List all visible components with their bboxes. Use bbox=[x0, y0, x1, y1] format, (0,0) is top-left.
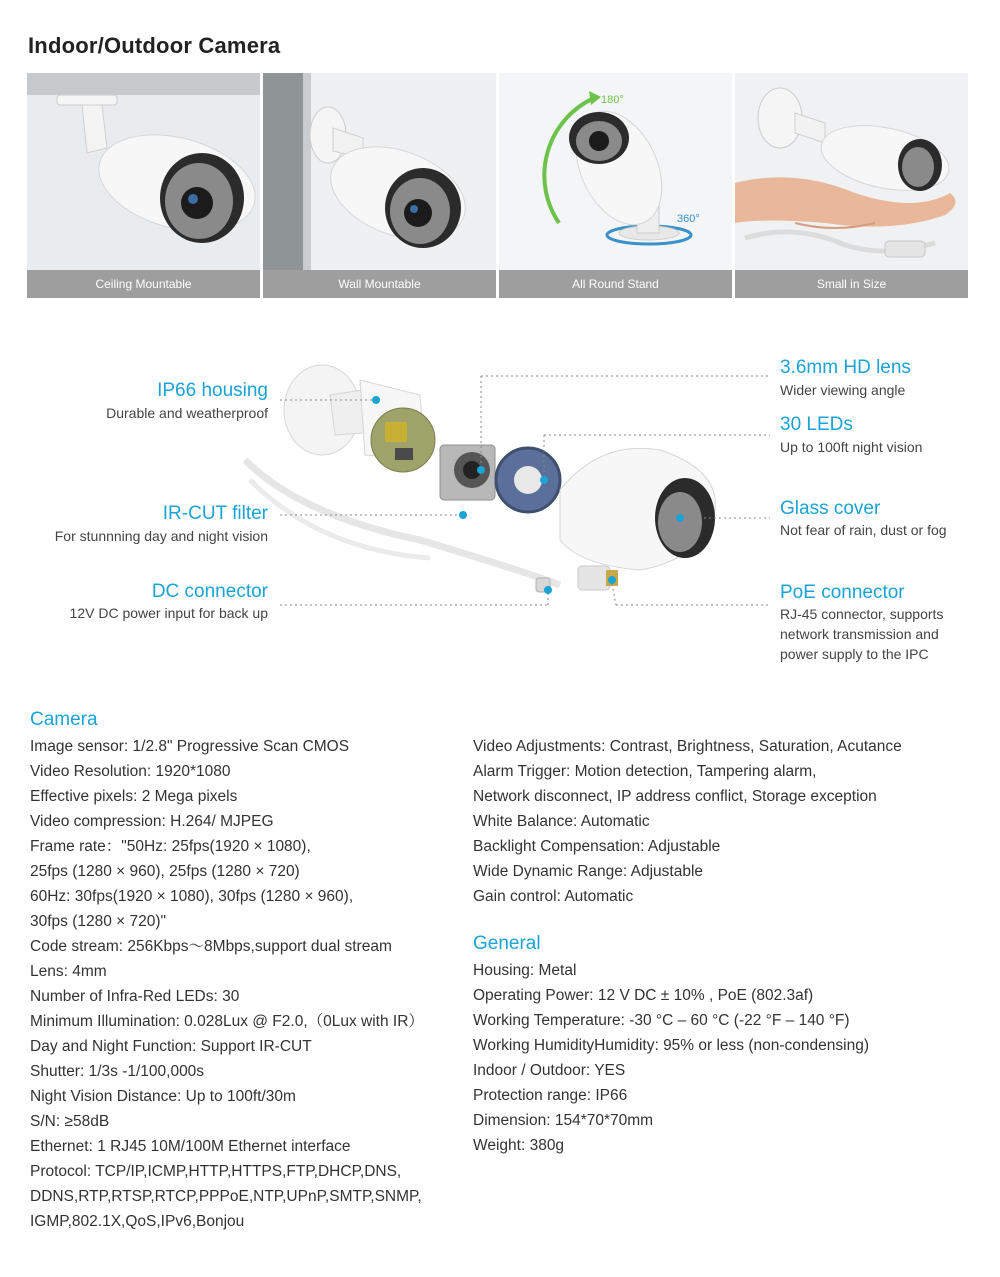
spec-line: Video Adjustments: Contrast, Brightness, Saturation, Acutance bbox=[473, 738, 902, 755]
tile-caption: Small in Size bbox=[735, 270, 968, 298]
spec-line: DDNS,RTP,RTSP,RTCP,PPPoE,NTP,UPnP,SMTP,SNMP, bbox=[30, 1188, 422, 1205]
exploded-view-diagram bbox=[0, 340, 1000, 680]
callout-lens-title: 3.6mm HD lens bbox=[780, 357, 911, 378]
spec-line: Night Vision Distance: Up to 100ft/30m bbox=[30, 1088, 296, 1105]
rotation-label-180: 180° bbox=[601, 94, 624, 106]
spec-line: 60Hz: 30fps(1920 × 1080), 30fps (1280 × 960), bbox=[30, 888, 354, 905]
video-spec-list bbox=[473, 734, 902, 909]
spec-line: Day and Night Function: Support IR-CUT bbox=[30, 1038, 312, 1055]
general-spec-list bbox=[473, 958, 869, 1158]
spec-line: Indoor / Outdoor: YES bbox=[473, 1062, 626, 1079]
wall-camera-image bbox=[263, 73, 496, 270]
callout-ip66-title: IP66 housing bbox=[157, 380, 268, 401]
spec-line: Code stream: 256Kbps～8Mbps,support dual stream bbox=[30, 938, 392, 955]
callout-lens-desc: Wider viewing angle bbox=[780, 382, 906, 398]
camera-spec-list bbox=[30, 734, 424, 1234]
page-title: Indoor/Outdoor Camera bbox=[28, 33, 281, 58]
tile-all-round-stand bbox=[499, 73, 732, 298]
spec-line: 30fps (1280 × 720)" bbox=[30, 913, 167, 930]
spec-line: Wide Dynamic Range: Adjustable bbox=[473, 863, 704, 880]
spec-line: Video compression: H.264/ MJPEG bbox=[30, 813, 274, 830]
spec-line: Shutter: 1/3s -1/100,000s bbox=[30, 1063, 205, 1080]
spec-line: IGMP,802.1X,QoS,IPv6,Bonjou bbox=[30, 1213, 245, 1230]
spec-line: Effective pixels: 2 Mega pixels bbox=[30, 788, 238, 805]
spec-line: Ethernet: 1 RJ45 10M/100M Ethernet interface bbox=[30, 1138, 351, 1155]
spec-line: Operating Power: 12 V DC ± 10% , PoE (802.3af) bbox=[473, 987, 814, 1004]
callout-leds-title: 30 LEDs bbox=[780, 414, 853, 435]
callout-dc-desc: 12V DC power input for back up bbox=[69, 605, 268, 621]
general-spec-heading: General bbox=[473, 933, 541, 954]
spec-line: S/N: ≥58dB bbox=[30, 1113, 110, 1130]
spec-line: Video Resolution: 1920*1080 bbox=[30, 763, 231, 780]
spec-line: Protocol: TCP/IP,ICMP,HTTP,HTTPS,FTP,DHCP,DNS, bbox=[30, 1163, 402, 1180]
ceiling-camera-image bbox=[27, 73, 260, 270]
callout-poe-desc-line: network transmission and bbox=[780, 626, 939, 642]
hand-camera-image bbox=[735, 73, 968, 270]
spec-line: Protection range: IP66 bbox=[473, 1087, 628, 1104]
tile-small-in-size bbox=[735, 73, 968, 298]
tile-ceiling-mountable bbox=[27, 73, 260, 298]
callout-ip66-desc: Durable and weatherproof bbox=[106, 405, 268, 421]
callout-poe-desc-line: power supply to the IPC bbox=[780, 646, 929, 662]
spec-line: 25fps (1280 × 960), 25fps (1280 × 720) bbox=[30, 863, 300, 880]
callout-poe-desc-line: RJ-45 connector, supports bbox=[780, 606, 944, 622]
spec-line: Housing: Metal bbox=[473, 962, 577, 979]
spec-line: Gain control: Automatic bbox=[473, 888, 634, 905]
callout-ircut-desc: For stunnning day and night vision bbox=[54, 528, 268, 544]
spec-line: Frame rate："50Hz: 25fps(1920 × 1080), bbox=[30, 838, 311, 855]
spec-line: Dimension: 154*70*70mm bbox=[473, 1112, 654, 1129]
spec-line: Minimum Illumination: 0.028Lux @ F2.0,（0Lux with IR） bbox=[30, 1013, 424, 1030]
rotation-label-360: 360° bbox=[677, 213, 700, 225]
spec-line: Network disconnect, IP address conflict, Storage exception bbox=[473, 788, 877, 805]
tile-caption: Wall Mountable bbox=[263, 270, 496, 298]
spec-line: Lens: 4mm bbox=[30, 963, 107, 980]
spec-line: Working HumidityHumidity: 95% or less (non-condensing) bbox=[473, 1037, 869, 1054]
spec-line: Image sensor: 1/2.8" Progressive Scan CMOS bbox=[30, 738, 350, 755]
spec-line: White Balance: Automatic bbox=[473, 813, 650, 830]
callout-glass-title: Glass cover bbox=[780, 498, 881, 519]
camera-spec-heading: Camera bbox=[30, 709, 98, 730]
callout-poe-title: PoE connector bbox=[780, 582, 905, 603]
callout-leds-desc: Up to 100ft night vision bbox=[780, 439, 923, 455]
spec-line: Weight: 380g bbox=[473, 1137, 565, 1154]
spec-line: Backlight Compensation: Adjustable bbox=[473, 838, 721, 855]
tile-wall-mountable bbox=[263, 73, 496, 298]
spec-line: Number of Infra-Red LEDs: 30 bbox=[30, 988, 240, 1005]
spec-line: Alarm Trigger: Motion detection, Tampering alarm, bbox=[473, 763, 817, 780]
callout-dc-title: DC connector bbox=[151, 581, 268, 602]
mounting-tiles bbox=[27, 73, 969, 298]
spec-line: Working Temperature: -30 °C – 60 °C (-22 °F – 140 °F) bbox=[473, 1012, 850, 1029]
callout-glass-desc: Not fear of rain, dust or fog bbox=[780, 522, 947, 538]
callout-ircut-title: IR-CUT filter bbox=[162, 503, 268, 524]
tile-caption: All Round Stand bbox=[499, 270, 732, 298]
rotation-camera-image bbox=[499, 73, 732, 270]
tile-caption: Ceiling Mountable bbox=[27, 270, 260, 298]
